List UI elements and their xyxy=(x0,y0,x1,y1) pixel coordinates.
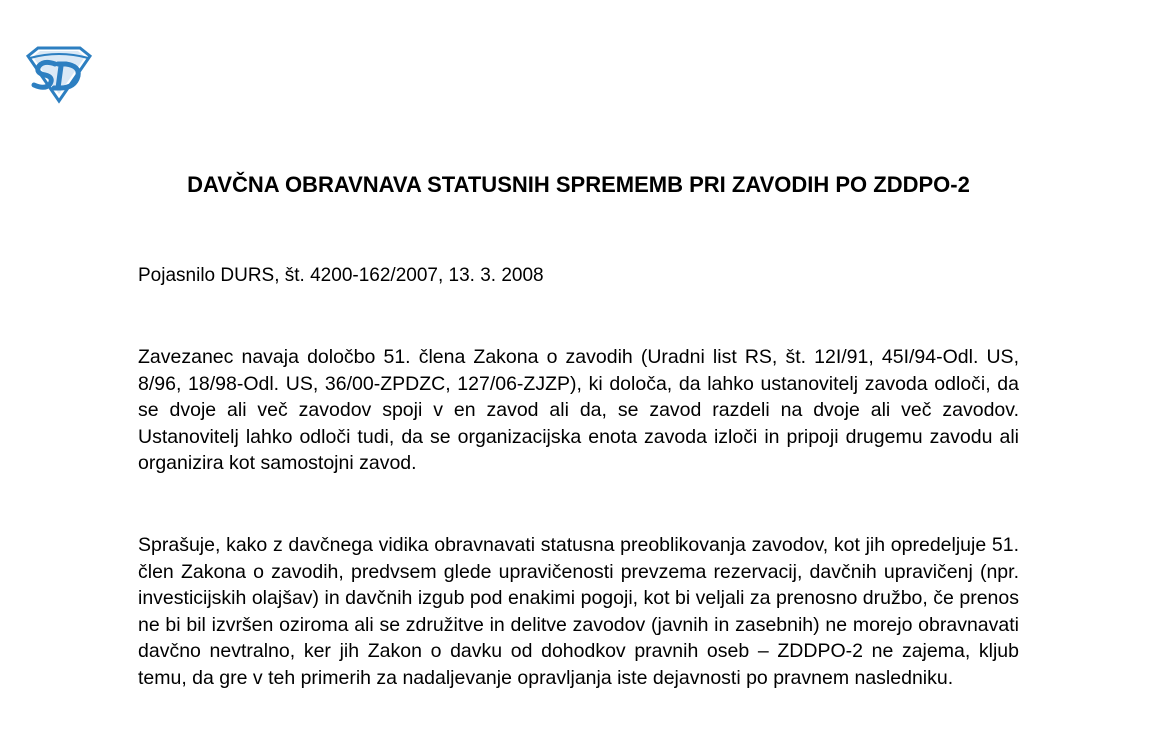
sd-diamond-logo-icon xyxy=(22,46,96,104)
paragraph-1: Zavezanec navaja določbo 51. člena Zakona o zavodih (Uradni list RS, št. 12I/91, 45I/94-Odl. US, 8/96, 18/98-Odl. US, 36/00-ZPDZC, 127/06-ZJZP), ki določa, da lahko ustanovitelj zavoda odloči, da se dvoje ali več zavodov spoji v en zavod ali da, se zavod razdeli na dvoje ali več zavodov. Ustanovitelj lahko odloči tudi, da se organizacijska enota zavoda izloči in pripoji drugemu zavodu ali organizira kot samostojni zavod. xyxy=(138,346,1019,474)
document-reference: Pojasnilo DURS, št. 4200-162/2007, 13. 3. 2008 xyxy=(138,265,544,286)
paragraph-2: Sprašuje, kako z davčnega vidika obravnavati statusna preoblikovanja zavodov, kot jih opredeljuje 51. člen Zakona o zavodih, predvsem glede upravičenosti prevzema rezervacij, davčnih upravičenj (npr. investicijskih olajšav) in davčnih izgub pod enakimi pogoji, kot bi veljali za prenosno družbo, če prenos ne bi bil izvršen oziroma ali se združitve in delitve zavodov (javnih in zasebnih) ne morejo obravnavati davčno nevtralno, ker jih Zakon o davku od dohodkov pravnih oseb – ZDDPO-2 ne zajema, kljub temu, da gre v teh primerih za nadaljevanje opravljanja iste dejavnosti po pravnem nasledniku. xyxy=(138,534,1019,689)
document-title: DAVČNA OBRAVNAVA STATUSNIH SPREMEMB PRI ZAVODIH PO ZDDPO-2 xyxy=(187,172,970,197)
